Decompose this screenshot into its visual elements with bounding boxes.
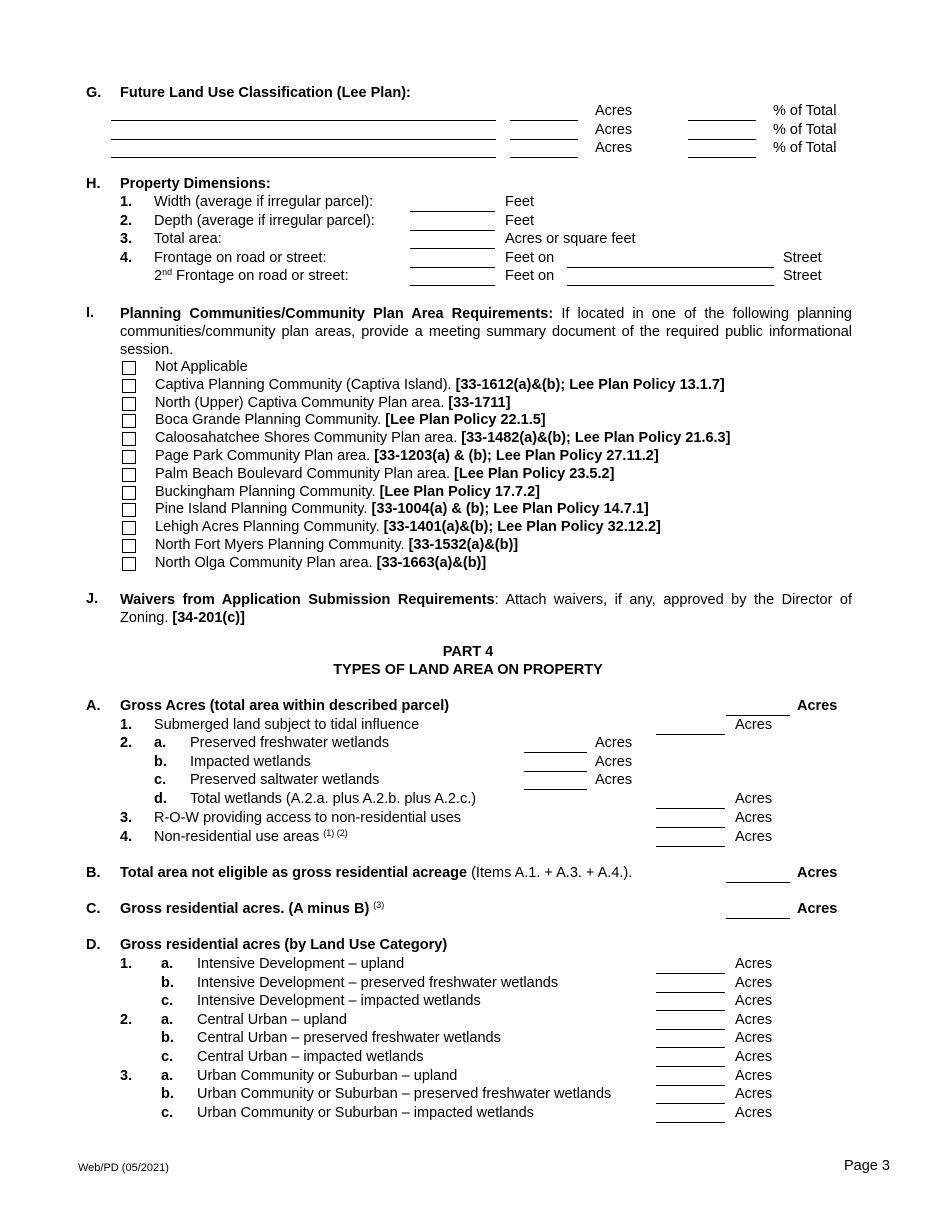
unit-label: Acres xyxy=(595,121,633,138)
planning-community-option xyxy=(155,448,659,465)
land-use-acres-field[interactable] xyxy=(510,139,578,140)
sub-item-letter: a. xyxy=(161,1067,174,1084)
item-label: Central Urban – upland xyxy=(197,1011,347,1028)
item-number: 1. xyxy=(120,194,133,210)
option-reference: [33-1663(a)&(b)] xyxy=(376,554,487,571)
item-label: Central Urban – impacted wetlands xyxy=(197,1049,424,1065)
unit-label: Acres xyxy=(735,810,773,826)
section-letter: D. xyxy=(86,937,101,953)
planning-community-checkbox[interactable] xyxy=(122,397,136,411)
gross-residential-acres-field[interactable] xyxy=(726,918,790,919)
option-label: Not Applicable xyxy=(155,359,248,375)
acres-input[interactable] xyxy=(656,973,725,974)
street-name-input[interactable] xyxy=(567,267,774,268)
sub-item-letter: a. xyxy=(154,735,167,752)
land-use-percent-field[interactable] xyxy=(688,139,756,140)
section-letter: G. xyxy=(86,85,102,101)
unit-label: Acres xyxy=(735,791,773,807)
section-heading: Gross residential acres (by Land Use Category) xyxy=(120,937,448,953)
section-text: : Attach waivers, if any, approved by the Director of Zoning. xyxy=(120,592,853,626)
acres-input[interactable] xyxy=(656,1103,725,1104)
unit-label: Acres xyxy=(595,753,633,770)
unit-label: Acres xyxy=(797,865,838,881)
section-ref: [34-201(c)] xyxy=(172,610,245,626)
unit-label: Acres xyxy=(595,735,633,752)
section-heading: Future Land Use Classification (Lee Plan): xyxy=(120,85,411,101)
sub-item-letter: c. xyxy=(161,1104,174,1121)
item-label: Urban Community or Suburban – preserved freshwater wetlands xyxy=(197,1086,612,1103)
item-label: Total area: xyxy=(154,231,222,248)
option-label: North Fort Myers Planning Community. xyxy=(155,537,405,553)
unit-label: Street xyxy=(783,268,822,285)
option-reference: [Lee Plan Policy 23.5.2] xyxy=(454,465,615,482)
planning-community-checkbox[interactable] xyxy=(122,379,136,393)
item-label: Urban Community or Suburban – impacted wetlands xyxy=(197,1104,534,1121)
item-number: 2. xyxy=(120,735,133,752)
page-number: Page 3 xyxy=(844,1158,890,1174)
dimension-input[interactable] xyxy=(410,211,495,212)
option-reference: [33-1612(a)&(b); Lee Plan Policy 13.1.7] xyxy=(455,376,725,393)
sub-item-letter: c. xyxy=(154,772,167,789)
unit-label: % of Total xyxy=(773,121,837,138)
footnote-ref: (1) (2) xyxy=(323,827,348,838)
wetlands-acres-input[interactable] xyxy=(524,752,587,753)
option-reference: [33-1004(a) & (b); Lee Plan Policy 14.7.1] xyxy=(371,501,649,518)
item-number: 1. xyxy=(120,956,133,972)
sub-item-letter: d. xyxy=(154,791,167,807)
section-c-line xyxy=(120,901,384,918)
planning-community-option xyxy=(155,430,730,447)
option-label: Lehigh Acres Planning Community. xyxy=(155,519,380,536)
acres-input[interactable] xyxy=(656,1047,725,1048)
unit-label: Acres xyxy=(735,956,773,972)
section-heading: Planning Communities/Community Plan Area Requirements: xyxy=(120,306,554,322)
acres-input[interactable] xyxy=(656,1122,725,1123)
unit-label: Feet on xyxy=(505,249,555,266)
form-id: Web/PD (05/2021) xyxy=(78,1162,169,1174)
item-label: Urban Community or Suburban – upland xyxy=(197,1067,458,1084)
section-heading: Gross Acres (total area within described parcel) xyxy=(120,698,450,714)
planning-community-option xyxy=(155,555,486,572)
planning-community-option xyxy=(155,501,649,518)
dimension-input[interactable] xyxy=(410,230,495,231)
ordinal-number: 2 xyxy=(154,268,163,285)
option-reference: [33-1532(a)&(b)] xyxy=(408,537,519,553)
item-number: 1. xyxy=(120,716,133,733)
acres-input[interactable] xyxy=(656,846,725,847)
unit-label: Acres xyxy=(735,1086,773,1103)
option-label: Caloosahatchee Shores Community Plan area. xyxy=(155,430,458,447)
planning-community-option xyxy=(155,377,725,394)
section-heading: Gross residential acres. (A minus B) xyxy=(120,901,374,917)
item-number: 4. xyxy=(120,249,133,266)
sub-item-letter: c. xyxy=(161,993,174,1010)
dimension-input[interactable] xyxy=(410,267,495,268)
footnote-ref: (3) xyxy=(373,900,385,910)
planning-community-checkbox[interactable] xyxy=(122,450,136,464)
sub-item-letter: a. xyxy=(161,956,174,972)
item-label: Impacted wetlands xyxy=(190,753,311,770)
acres-input[interactable] xyxy=(656,734,725,735)
sub-item-letter: a. xyxy=(161,1011,174,1028)
sub-item-letter: b. xyxy=(161,974,174,991)
sub-item-letter: b. xyxy=(161,1086,174,1103)
item-label: R-O-W providing access to non-residential uses xyxy=(154,810,462,826)
unit-label: Acres xyxy=(797,901,838,917)
option-reference: [33-1401(a)&(b); Lee Plan Policy 32.12.2] xyxy=(383,519,661,536)
section-heading: Waivers from Application Submission Requirements xyxy=(120,592,495,608)
item-label-text: Non-residential use areas xyxy=(154,828,324,845)
item-number: 3. xyxy=(120,231,133,248)
unit-label: Acres or square feet xyxy=(505,231,636,248)
unit-label: % of Total xyxy=(773,140,837,157)
dimension-input[interactable] xyxy=(410,248,495,249)
planning-community-option xyxy=(155,537,518,554)
item-number: 4. xyxy=(120,828,133,845)
not-eligible-acres-field[interactable] xyxy=(726,882,790,883)
option-reference: [33-1711] xyxy=(448,394,511,411)
section-letter: A. xyxy=(86,698,101,714)
section-text: (Items A.1. + A.3. + A.4.). xyxy=(467,865,633,881)
wetlands-acres-input[interactable] xyxy=(524,789,587,790)
planning-community-checkbox[interactable] xyxy=(122,486,136,500)
acres-input[interactable] xyxy=(656,1066,725,1067)
option-label: North Olga Community Plan area. xyxy=(155,554,373,571)
unit-label: Acres xyxy=(735,828,773,845)
unit-label: Acres xyxy=(595,103,633,119)
acres-input[interactable] xyxy=(656,1010,725,1011)
acres-input[interactable] xyxy=(656,808,725,809)
section-letter: C. xyxy=(86,901,101,917)
part-title: PART 4 xyxy=(442,644,494,660)
planning-community-option xyxy=(155,484,540,501)
sub-item-letter: b. xyxy=(154,753,167,770)
item-label: Depth (average if irregular parcel): xyxy=(154,212,375,229)
land-use-classification-field[interactable] xyxy=(111,120,496,121)
option-reference: [33-1203(a) & (b); Lee Plan Policy 27.11.2] xyxy=(374,448,659,464)
option-label: Captiva Planning Community (Captiva Island). xyxy=(155,376,452,393)
section-b-line xyxy=(120,865,632,882)
item-label: Width (average if irregular parcel): xyxy=(154,194,374,210)
unit-label: Acres xyxy=(735,1049,773,1065)
unit-label: Feet xyxy=(505,194,535,210)
unit-label: Street xyxy=(783,249,822,266)
planning-community-option xyxy=(155,519,661,536)
section-heading: Total area not eligible as gross residential acreage xyxy=(120,865,468,881)
unit-label: Acres xyxy=(735,993,773,1010)
unit-label: Acres xyxy=(735,974,773,991)
unit-label: Acres xyxy=(595,772,633,789)
land-use-classification-field[interactable] xyxy=(111,139,496,140)
land-use-percent-field[interactable] xyxy=(688,157,756,158)
unit-label: % of Total xyxy=(773,103,837,119)
item-label xyxy=(154,268,349,285)
planning-community-checkbox[interactable] xyxy=(122,468,136,482)
item-label: Intensive Development – preserved freshwater wetlands xyxy=(197,974,559,991)
land-use-classification-field[interactable] xyxy=(111,157,496,158)
land-use-acres-field[interactable] xyxy=(510,157,578,158)
option-label: Palm Beach Boulevard Community Plan area. xyxy=(155,465,450,482)
item-label: Submerged land subject to tidal influence xyxy=(154,716,420,733)
planning-community-checkbox[interactable] xyxy=(122,503,136,517)
planning-community-checkbox[interactable] xyxy=(122,557,136,571)
planning-community-checkbox[interactable] xyxy=(122,432,136,446)
option-reference: [Lee Plan Policy 22.1.5] xyxy=(385,412,546,429)
unit-label: Acres xyxy=(735,1011,773,1028)
unit-label: Acres xyxy=(735,716,773,733)
section-j-paragraph xyxy=(120,591,852,627)
planning-community-option xyxy=(155,412,546,429)
option-label: Boca Grande Planning Community. xyxy=(155,412,382,429)
planning-community-option xyxy=(155,395,510,412)
item-label: Preserved saltwater wetlands xyxy=(190,772,380,789)
unit-label: Acres xyxy=(735,1104,773,1121)
item-number: 3. xyxy=(120,810,133,826)
acres-input[interactable] xyxy=(656,992,725,993)
option-reference: [Lee Plan Policy 17.7.2] xyxy=(379,483,540,500)
wetlands-acres-input[interactable] xyxy=(524,771,587,772)
section-letter: H. xyxy=(86,176,101,192)
unit-label: Acres xyxy=(595,140,633,157)
street-name-input[interactable] xyxy=(567,285,774,286)
option-label: North (Upper) Captiva Community Plan area. xyxy=(155,394,445,411)
dimension-input[interactable] xyxy=(410,285,495,286)
part-subtitle: TYPES OF LAND AREA ON PROPERTY xyxy=(333,662,603,678)
item-label: Intensive Development – impacted wetlands xyxy=(197,993,481,1010)
section-letter: J. xyxy=(86,591,99,607)
item-label: Intensive Development – upland xyxy=(197,956,405,972)
acres-input[interactable] xyxy=(656,1029,725,1030)
sub-item-letter: c. xyxy=(161,1049,174,1065)
item-label: Preserved freshwater wetlands xyxy=(190,735,390,752)
section-heading: Property Dimensions: xyxy=(120,176,271,192)
planning-community-option xyxy=(155,466,614,483)
ordinal-suffix: nd xyxy=(162,267,173,278)
item-label: Central Urban – preserved freshwater wetlands xyxy=(197,1030,501,1047)
option-label: Buckingham Planning Community. xyxy=(155,483,376,500)
planning-community-checkbox[interactable] xyxy=(122,414,136,428)
item-label xyxy=(154,829,348,846)
item-number: 3. xyxy=(120,1067,133,1084)
item-label: Total wetlands (A.2.a. plus A.2.b. plus A.2.c.) xyxy=(190,791,477,807)
item-number: 2. xyxy=(120,212,133,229)
acres-input[interactable] xyxy=(656,827,725,828)
planning-community-checkbox[interactable] xyxy=(122,521,136,535)
section-letter: B. xyxy=(86,865,101,881)
second-frontage-label: Frontage on road or street: xyxy=(172,268,349,285)
sub-item-letter: b. xyxy=(161,1030,174,1047)
acres-input[interactable] xyxy=(656,1085,725,1086)
land-use-percent-field[interactable] xyxy=(688,120,756,121)
unit-label: Feet xyxy=(505,212,535,229)
section-letter: I. xyxy=(86,305,95,321)
planning-community-checkbox[interactable] xyxy=(122,361,136,375)
land-use-acres-field[interactable] xyxy=(510,120,578,121)
item-label: Frontage on road or street: xyxy=(154,249,327,266)
unit-label: Acres xyxy=(735,1030,773,1047)
unit-label: Acres xyxy=(797,698,838,714)
planning-community-option xyxy=(155,359,248,376)
section-i-paragraph xyxy=(120,305,852,359)
item-number: 2. xyxy=(120,1011,133,1028)
option-reference: [33-1482(a)&(b); Lee Plan Policy 21.6.3] xyxy=(461,430,731,447)
unit-label: Feet on xyxy=(505,268,555,285)
section-text: If located in one of the following planning communities/community plan areas, provide a meeting summary document of the required public informational session. xyxy=(120,306,852,358)
unit-label: Acres xyxy=(735,1067,773,1084)
option-label: Page Park Community Plan area. xyxy=(155,448,371,464)
planning-community-checkbox[interactable] xyxy=(122,539,136,553)
option-label: Pine Island Planning Community. xyxy=(155,501,368,518)
